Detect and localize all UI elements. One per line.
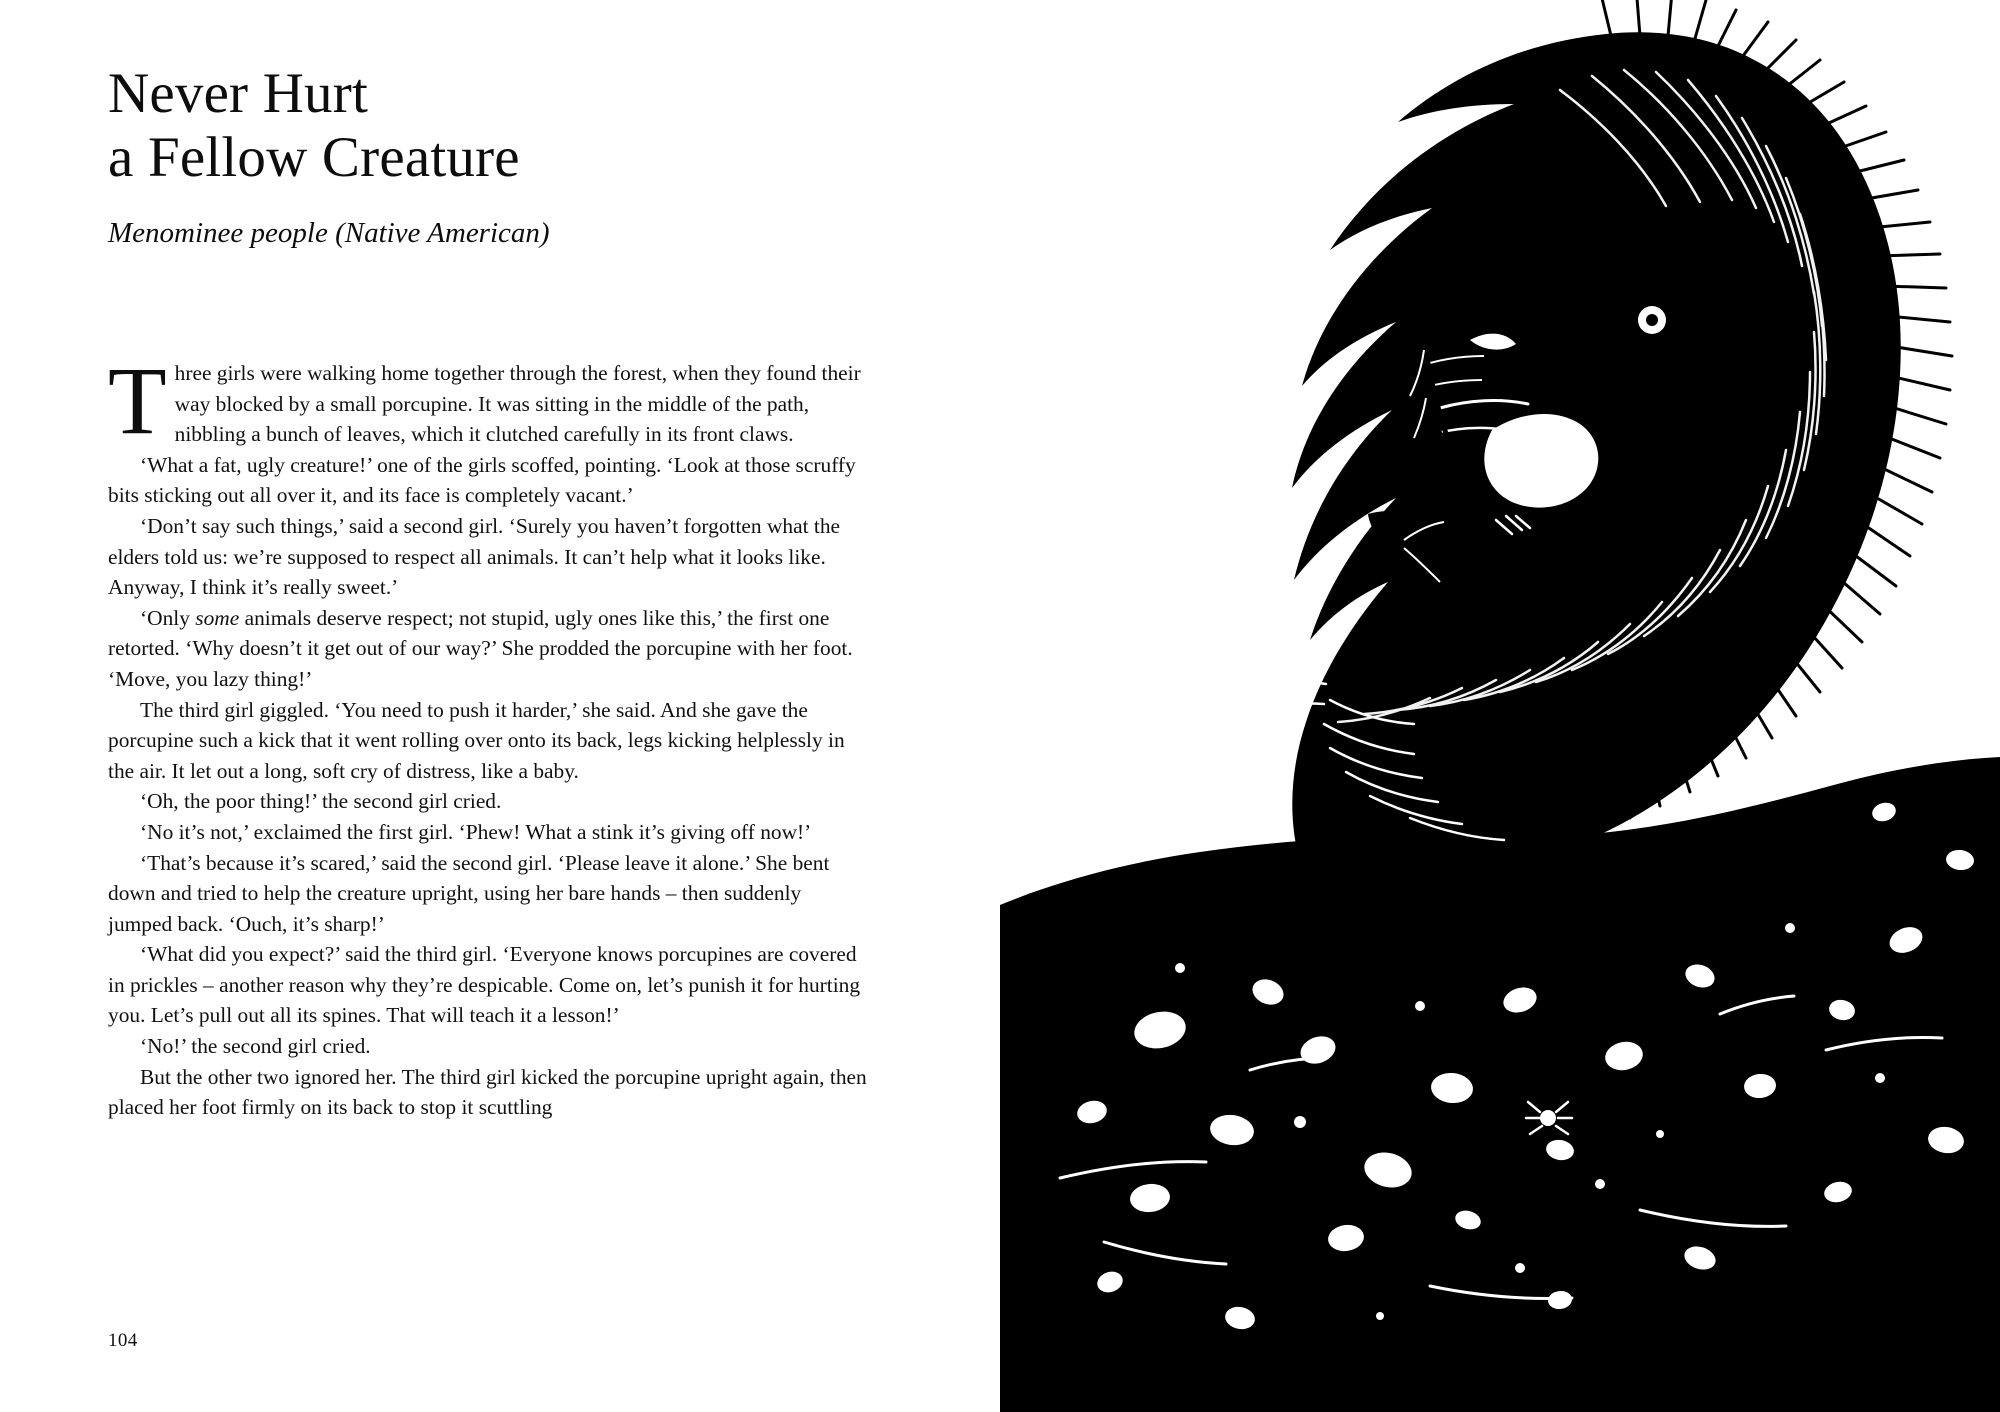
paragraph-1-text: hree girls were walking home together through the forest, when they found their way blocked by a small porcupine. It was sitting in the middle of the path, nibbling a bunch of leaves, which it clutched carefully in its front claws. <box>174 361 861 447</box>
paragraph-1 <box>108 347 868 454</box>
paragraph-5: The third girl giggled. ‘You need to push it harder,’ she said. And she gave the porcupine such a kick that it went rolling over onto its back, legs kicking helplessly in the air. It let out a long, soft cry of distress, like a baby. <box>108 697 845 783</box>
story-source: Menominee people (Native American) <box>108 216 550 249</box>
paragraph-9: ‘What did you expect?’ said the third girl. ‘Everyone knows porcupines are covered in prickles – another reason why they’re despicable. Come on, let’s punish it for hurting you. Let’s pull out all its spines. That will teach it a lesson!’ <box>108 942 861 1028</box>
porcupine-linocut-illustration <box>1000 0 2000 1412</box>
paragraph-11: But the other two ignored her. The third girl kicked the porcupine upright again, then placed her foot firmly on its back to stop it scuttling <box>108 1064 867 1120</box>
emphasised-word: some <box>195 605 240 630</box>
paragraph-4: ‘Only some animals deserve respect; not stupid, ugly ones like this,’ the first one retorted. ‘Why doesn’t it get out of our way?’ She prodded the porcupine with her foot. ‘Move, you lazy thing!’ <box>108 605 853 691</box>
page-title <box>108 62 748 190</box>
story-body <box>108 347 868 1123</box>
right-page <box>1000 0 2000 1412</box>
page-title-line-1: Never Hurt <box>108 62 368 125</box>
paragraph-3: ‘Don’t say such things,’ said a second girl. ‘Surely you haven’t forgotten what the elders told us: we’re supposed to respect all animals. It can’t help what it looks like. Anyway, I think it’s really sweet.’ <box>108 513 841 600</box>
paragraph-7: ‘No it’s not,’ exclaimed the first girl. ‘Phew! What a stink it’s giving off now!’ <box>140 819 812 844</box>
paragraph-10: ‘No!’ the second girl cried. <box>140 1034 371 1059</box>
page-title-line-2: a Fellow Creature <box>108 125 520 189</box>
title-block <box>108 62 748 250</box>
paragraph-6: ‘Oh, the poor thing!’ the second girl cried. <box>140 789 502 814</box>
paragraph-8: ‘That’s because it’s scared,’ said the second girl. ‘Please leave it alone.’ She bent down and tried to help the creature upright, using her bare hands – then suddenly jumped back. ‘Ouch, it’s sharp!’ <box>108 850 830 936</box>
page-number: 104 <box>108 1330 138 1351</box>
paragraph-2: ‘What a fat, ugly creature!’ one of the girls scoffed, pointing. ‘Look at those scruffy bits sticking out all over it, and its face is completely vacant.’ <box>108 452 856 508</box>
drop-cap: T <box>108 347 167 454</box>
